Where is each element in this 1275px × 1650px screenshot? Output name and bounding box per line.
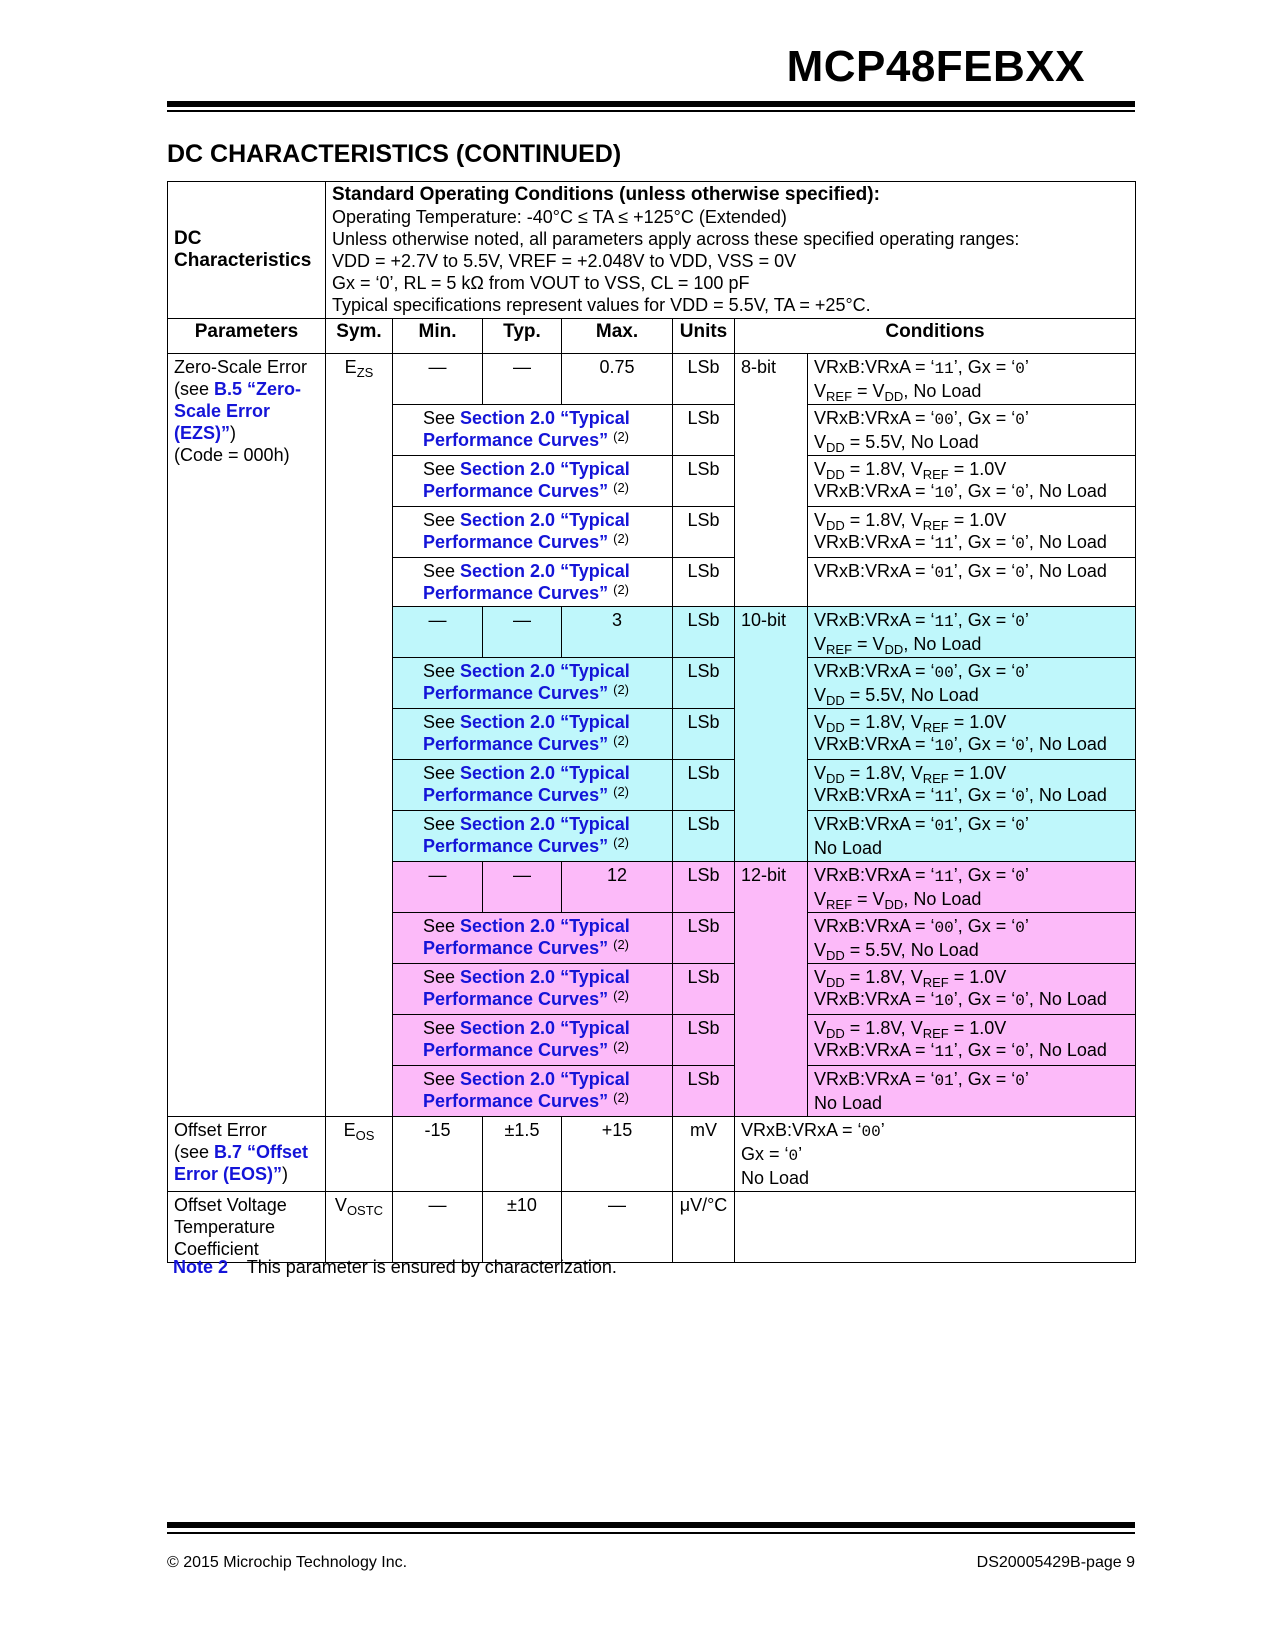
- link-typical-performance-curves[interactable]: Section 2.0 “Typical Performance Curves”: [423, 561, 630, 603]
- col-parameters: Parameters: [168, 319, 326, 354]
- col-min: Min.: [393, 319, 483, 354]
- col-max: Max.: [562, 319, 673, 354]
- load-conditions: Gx = ‘0’, RL = 5 kΩ from VOUT to VSS, CL = 100 pF: [332, 273, 750, 293]
- table-row: See Section 2.0 “Typical Performance Curves” $^{(2)}$ LSb $V_{DD} = 1.8V$, $V_{REF} = 1.0V$ VRxB:VRxA = ‘10’, Gx = ‘0’, No Load: [168, 964, 1136, 1015]
- resolution-10bit: 10-bit: [735, 607, 808, 862]
- sym-ezs: $E_{ZS}$: [326, 354, 393, 1117]
- param-zero-scale-error: Zero-Scale Error (see B.5 “Zero-Scale Error (EZS)”) (Code = 000h): [168, 354, 326, 1117]
- table-row: See Section 2.0 “Typical Performance Curves” $^{(2)}$ LSb $V_{DD} = 1.8V$, $V_{REF} = 1.0V$ VRxB:VRxA = ‘10’, Gx = ‘0’, No Load: [168, 456, 1136, 507]
- table-row: — — 12 LSb 12-bit VRxB:VRxA = ‘11’, Gx = ‘0’ $V_{REF} = V_{DD}$, No Load: [168, 862, 1136, 913]
- condition: VRxB:VRxA = ‘11’, Gx = ‘0’ $V_{REF} = V_{DD}$, No Load: [808, 354, 1136, 405]
- link-typical-performance-curves[interactable]: Section 2.0 “Typical Performance Curves”: [423, 712, 630, 754]
- supply-ranges: VDD = +2.7V to 5.5V, VREF = +2.048V to VDD, VSS = 0V: [332, 251, 797, 271]
- table-row: See Section 2.0 “Typical Performance Curves” $^{(2)}$ LSb $V_{DD} = 1.8V$, $V_{REF} = 1.0V$ VRxB:VRxA = ‘11’, Gx = ‘0’, No Load: [168, 760, 1136, 811]
- link-typical-performance-curves[interactable]: Section 2.0 “Typical Performance Curves”: [423, 814, 630, 856]
- table-row: Zero-Scale Error (see B.5 “Zero-Scale Error (EZS)”) (Code = 000h) $E_{ZS}$ — — 0.75 LSb 8-bit VRxB:VRxA = ‘11’, Gx = ‘0’ $V_{REF} = V_{DD}$, No Load: [168, 354, 1136, 405]
- link-typical-performance-curves[interactable]: Section 2.0 “Typical Performance Curves”: [423, 916, 630, 958]
- param-offset-tc: Offset Voltage Temperature Coefficient: [168, 1192, 326, 1263]
- resolution-12bit: 12-bit: [735, 862, 808, 1117]
- part-number: MCP48FEBXX: [786, 42, 1085, 91]
- link-typical-performance-curves[interactable]: Section 2.0 “Typical Performance Curves”: [423, 408, 630, 450]
- link-offset-error[interactable]: B.7 “Offset Error (EOS)”: [174, 1142, 309, 1184]
- table-header-row: [168, 319, 1136, 354]
- table-row: See Section 2.0 “Typical Performance Curves” $^{(2)}$ LSb VRxB:VRxA = ‘00’, Gx = ‘0’ $V_{DD} = 5.5V$, No Load: [168, 405, 1136, 456]
- sym-eos: $E_{OS}$: [326, 1117, 393, 1192]
- table-row: See Section 2.0 “Typical Performance Curves” $^{(2)}$ LSb $V_{DD} = 1.8V$, $V_{REF} = 1.0V$ VRxB:VRxA = ‘10’, Gx = ‘0’, No Load: [168, 709, 1136, 760]
- header-rule: [167, 101, 1135, 107]
- table-row: See Section 2.0 “Typical Performance Curves” $^{(2)}$ LSb VRxB:VRxA = ‘00’, Gx = ‘0’ $V_{DD} = 5.5V$, No Load: [168, 658, 1136, 709]
- link-typical-performance-curves[interactable]: Section 2.0 “Typical Performance Curves”: [423, 967, 630, 1009]
- standard-conditions: [326, 182, 1136, 319]
- footer-rule: [167, 1522, 1135, 1528]
- table-row: — — 3 LSb 10-bit VRxB:VRxA = ‘11’, Gx = ‘0’ $V_{REF} = V_{DD}$, No Load: [168, 607, 1136, 658]
- standard-conditions-title: Standard Operating Conditions (unless otherwise specified):: [332, 184, 880, 205]
- page-number: DS20005429B-page 9: [976, 1554, 1135, 1571]
- operating-temperature: Operating Temperature: -40°C ≤ TA ≤ +125°C (Extended): [332, 207, 787, 227]
- dc-characteristics-label: DC Characteristics: [168, 182, 326, 319]
- link-typical-performance-curves[interactable]: Section 2.0 “Typical Performance Curves”: [423, 1018, 630, 1060]
- table-row: See Section 2.0 “Typical Performance Curves” $^{(2)}$ LSb VRxB:VRxA = ‘01’, Gx = ‘0’ No Load: [168, 1066, 1136, 1117]
- table-row: See Section 2.0 “Typical Performance Curves” $^{(2)}$ LSb $V_{DD} = 1.8V$, $V_{REF} = 1.0V$ VRxB:VRxA = ‘11’, Gx = ‘0’, No Load: [168, 507, 1136, 558]
- col-typ: Typ.: [483, 319, 562, 354]
- copyright: © 2015 Microchip Technology Inc.: [167, 1554, 408, 1571]
- table-row: See Section 2.0 “Typical Performance Curves” $^{(2)}$ LSb $V_{DD} = 1.8V$, $V_{REF} = 1.0V$ VRxB:VRxA = ‘11’, Gx = ‘0’, No Load: [168, 1015, 1136, 1066]
- link-typical-performance-curves[interactable]: Section 2.0 “Typical Performance Curves”: [423, 459, 630, 501]
- link-typical-performance-curves[interactable]: Section 2.0 “Typical Performance Curves”: [423, 1069, 630, 1111]
- col-conditions: Conditions: [735, 319, 1136, 354]
- conditions-row: [168, 182, 1136, 319]
- table-note: [173, 1257, 617, 1278]
- typical-conditions: Typical specifications represent values for VDD = 5.5V, TA = +25°C.: [332, 295, 871, 315]
- sym-vostc: $V_{OSTC}$: [326, 1192, 393, 1263]
- param-offset-error: Offset Error (see B.7 “Offset Error (EOS)”): [168, 1117, 326, 1192]
- table-row: Offset Error (see B.7 “Offset Error (EOS)”) $E_{OS}$ -15 ±1.5 +15 mV VRxB:VRxA = ‘00’ Gx = ‘0’ No Load: [168, 1117, 1136, 1192]
- table-row: See Section 2.0 “Typical Performance Curves” $^{(2)}$ LSb VRxB:VRxA = ‘00’, Gx = ‘0’ $V_{DD} = 5.5V$, No Load: [168, 913, 1136, 964]
- offset-error-conditions: VRxB:VRxA = ‘00’ Gx = ‘0’ No Load: [735, 1117, 1136, 1192]
- note-label: Note 2: [173, 1257, 229, 1277]
- link-zero-scale-error[interactable]: B.5 “Zero-Scale Error (EZS)”: [174, 379, 302, 443]
- col-sym: Sym.: [326, 319, 393, 354]
- link-typical-performance-curves[interactable]: Section 2.0 “Typical Performance Curves”: [423, 763, 630, 805]
- section-title: DC CHARACTERISTICS (CONTINUED): [167, 140, 622, 168]
- ranges-note: Unless otherwise noted, all parameters apply across these specified operating ranges:: [332, 229, 1020, 249]
- resolution-8bit: 8-bit: [735, 354, 808, 607]
- table-row: See Section 2.0 “Typical Performance Curves” $^{(2)}$ LSb VRxB:VRxA = ‘01’, Gx = ‘0’ No Load: [168, 811, 1136, 862]
- dc-characteristics-table: [167, 181, 1136, 1263]
- col-units: Units: [673, 319, 735, 354]
- link-typical-performance-curves[interactable]: Section 2.0 “Typical Performance Curves”: [423, 661, 630, 703]
- note-text: This parameter is ensured by characterization.: [246, 1257, 617, 1277]
- table-row: See Section 2.0 “Typical Performance Curves” $^{(2)}$ LSb VRxB:VRxA = ‘01’, Gx = ‘0’, No Load: [168, 558, 1136, 607]
- table-row: Offset Voltage Temperature Coefficient $V_{OSTC}$ — ±10 — μV/°C: [168, 1192, 1136, 1263]
- link-typical-performance-curves[interactable]: Section 2.0 “Typical Performance Curves”: [423, 510, 630, 552]
- footer-rule-thin: [167, 1532, 1135, 1534]
- header-rule-thin: [167, 110, 1135, 112]
